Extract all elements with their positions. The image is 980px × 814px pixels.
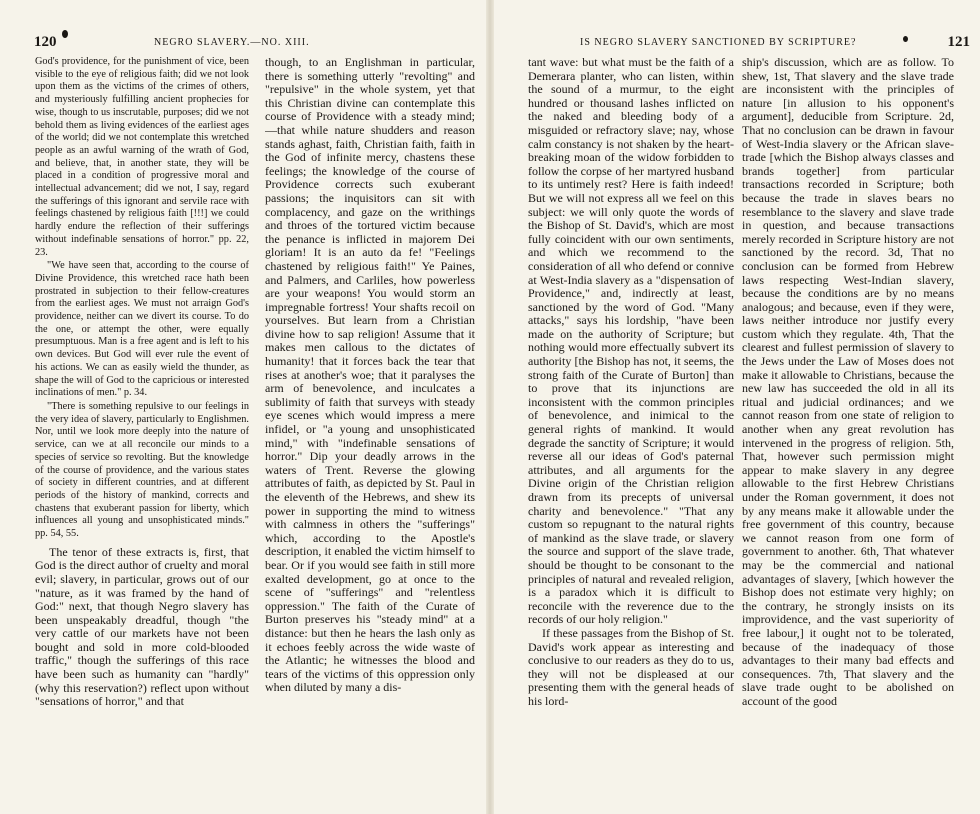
- paragraph: "We have seen that, according to the course of Divine Providence, this wretched race hath been prostrated in subjection to their fellow-creatures from the earliest ages. We must not arraign God's providence, neither can we divert its course. To do the one, or attempt the other, were equally presumptuous. Man is a free agent and is left to his own devices. But God will ever rule the event of his actions. We can as easily wield the thunder, as shape the will of God to the capricious or interested inclinations of men." p. 34.: [35, 260, 249, 399]
- ink-blot-mark: [903, 36, 908, 42]
- right-column-2: [742, 56, 954, 806]
- left-column-2: [265, 56, 475, 806]
- right-column-1: [528, 56, 734, 806]
- paragraph: God's providence, for the punishment of vice, been visible to the eye of religious faith; did we not look upon them as the victims of the crimes of others, and mysteriously fulfilling ancient prophecies for wise, though to us inscrutable, purposes; did we not behold them as living evidences of the earliest ages of the world; did we not contemplate this wretched people as an awful warning of the wrath of God, and believe, that, in another state, they will be placed in a condition of progressive moral and intellectual advancement; did we not, I say, regard the sufferings of this ignorant and servile race with feelings chastened by religious faith [!!!] we could hardly endure the reflection of their sufferings without indefinable sensations of horror." pp. 22, 23.: [35, 56, 249, 258]
- paragraph: "There is something repulsive to our feelings in the very idea of slavery, particularly to Englishmen. Nor, until we look more deeply into the nature of service, can we at all reconcile our minds to a species of service so revolting. But the knowledge of the course of providence, and the various states of society in different countries, and at different periods of the history of mankind, corrects and chastens that exuberant passion for liberty, which influences all young and unsophisticated minds." pp. 54, 55.: [35, 400, 249, 540]
- paragraph: ship's discussion, which are as follow. To shew, 1st, That slavery and the slave trade are inconsistent with the principles of nature [in allusion to his opponent's argument], deducible from Scripture. 2d, That no conclusion can be drawn in favour of West-India slavery or the African slave-trade [which the Bishop always classes and brands together] from particular transactions recorded in Scripture; both because the trade in slaves bears no resemblance to the slavery and slave trade in question, and because transactions merely recorded in Scripture history are not sanctioned by the record. 3d, That no conclusion can be formed from Hebrew laws respecting West-Indian slavery, because the conditions are by no means analogous; and because, even if they were, laws neither introduce nor justify every custom which they regulate. 4th, That the clearest and fullest permission of slavery to the Jews under the Law of Moses does not make it allowable to Christians, because the new law has succeeded the old in all its ritual and judicial ordinances; and we cannot reason from one state of religion to another when any great revolution has intervened in the progress of religion. 5th, That, however such permission might appear to make slavery in any degree allowable to the first Hebrew Christians under the Roman government, it does not by any means make it allowable under the free government of this country, because we cannot reason from one form of government to another. 6th, That whatever may be the commercial and national advantages of slavery, [which however the Bishop does not estimate very highly; on the contrary, he strongly insists on its improvidence, and the vast superiority of free labour,] it ought not to be tolerated, because of the inadequacy of those advantages to their many bad effects and consequences. 7th, That slavery and the slave trade ought to be abolished on account of the good: [742, 56, 954, 708]
- left-page-header: [34, 36, 484, 54]
- paragraph: though, to an Englishman in particular, there is something utterly "revolting" and "repulsive" in the whole system, yet that this Christian divine can contemplate this course of Providence with a steady mind; —that while nature shudders and reason stands aghast, faith, Christian faith, faith in the God of infinite mercy, chastens these feelings; the knowledge of the course of Providence corrects such exuberant passions; the inquisitors can sit with complacency, and gaze on the writhings and throes of the tortured victim because the penance is inflicted in majorem Dei gloriam! It is an auto da fe! "Feelings chastened by religious faith!" Ye Paines, and Palmers, and Carliles, how powerless are your weapons! You would storm an impregnable fortress! Your shafts recoil on yourselves. But learn from a Christian divine how to sap religion! Assume that it makes men callous to the dictates of humanity! that it forces back the tear that rises at another's woe; that it paralyses the arm of benevolence, and inculcates a sublimity of faith that surveys with steady eye scenes which would impress a mere infidel, or "a young and unsophisticated mind," with "indefinable sensations of horror." Dip your deadly arrows in the waters of Trent. Reverse the glowing attributes of faith, as depicted by St. Paul in the eleventh of the Hebrews, and shew its power in supporting the mind to witness with calmness in others the "sufferings" which, according to the Apostle's description, it enabled the victim himself to bear. Or if you would see faith in still more exalted development, go at once to the scene of "sufferings" and "relentless oppression." The faith of the Curate of Burton preserves his "steady mind" at a distance: but then he hears the lash only as it echoes feebly across the wide waste of the Atlantic; he witnesses the blood and tears of the victims of this oppression only when diluted by many a dis-: [265, 56, 475, 695]
- running-head-right: IS NEGRO SLAVERY SANCTIONED BY SCRIPTURE?: [580, 37, 857, 48]
- body-text: [35, 546, 249, 709]
- ink-blot-mark: [62, 30, 68, 38]
- page-number-right: 121: [947, 34, 970, 50]
- page-number-left: 120: [34, 34, 57, 50]
- paragraph: The tenor of these extracts is, first, that God is the direct author of cruelty and moral evil; slavery, in particular, grows out of our "nature, as it was framed by the hand of God:" next, that though Negro slavery has been unspeakably dreadful, though "the very cattle of our markets have not been bought and sold in more cold-blooded traffic," though the sufferings of this race have been such as humanity can "hardly" (why this reservation?) reflect upon without "sensations of horror," and that: [35, 544, 249, 709]
- left-column-1: [35, 56, 249, 806]
- quoted-extracts: [35, 56, 249, 541]
- paragraph: If these passages from the Bishop of St. David's work appear as interesting and conclusive to our readers as they do to us, they will not be displeased at our presenting them with the general heads of his lord-: [528, 625, 734, 708]
- running-head-left: NEGRO SLAVERY.—NO. XIII.: [154, 37, 310, 48]
- paragraph: tant wave: but what must be the faith of a Demerara planter, who can listen, within the sound of a murmur, to the eight hundred or thousand lashes inflicted on the naked and bleeding body of a misguided or refractory slave; nay, whose calm constancy is not shaken by the heart-breaking moan of the widow forbidden to follow the corpse of her martyred husband to its untimely rest? Here is faith indeed! But we will not express all we feel on this subject: we will only quote the words of the Bishop of St. David's, which are most fully coincident with our own sentiments, and which we recommend to the consideration of all who defend or connive at West-India slavery as a "dispensation of Providence," and, indirectly at least, sanctioned by the word of God. "Many attacks," says his lordship, "have been made on the authority of Scripture; but nothing would more effectually subvert its authority [the Bishop has not, it seems, the strong faith of the Curate of Burton] than to prove that its injunctions are inconsistent with the common principles of benevolence, and inimical to the general rights of mankind. It would degrade the sanctity of Scripture; it would reverse all our ideas of God's paternal attributes, and all arguments for the Divine origin of the Christian religion drawn from its precepts of universal charity and benevolence." "That any custom so repugnant to the natural rights of mankind as the slave trade, or slavery the source and support of the slave trade, should be thought to be consonant to the principles of natural and revealed religion, is a paradox which it is difficult to reconcile with the reverence due to the records of our holy religion.": [528, 56, 734, 627]
- right-page: [490, 0, 980, 814]
